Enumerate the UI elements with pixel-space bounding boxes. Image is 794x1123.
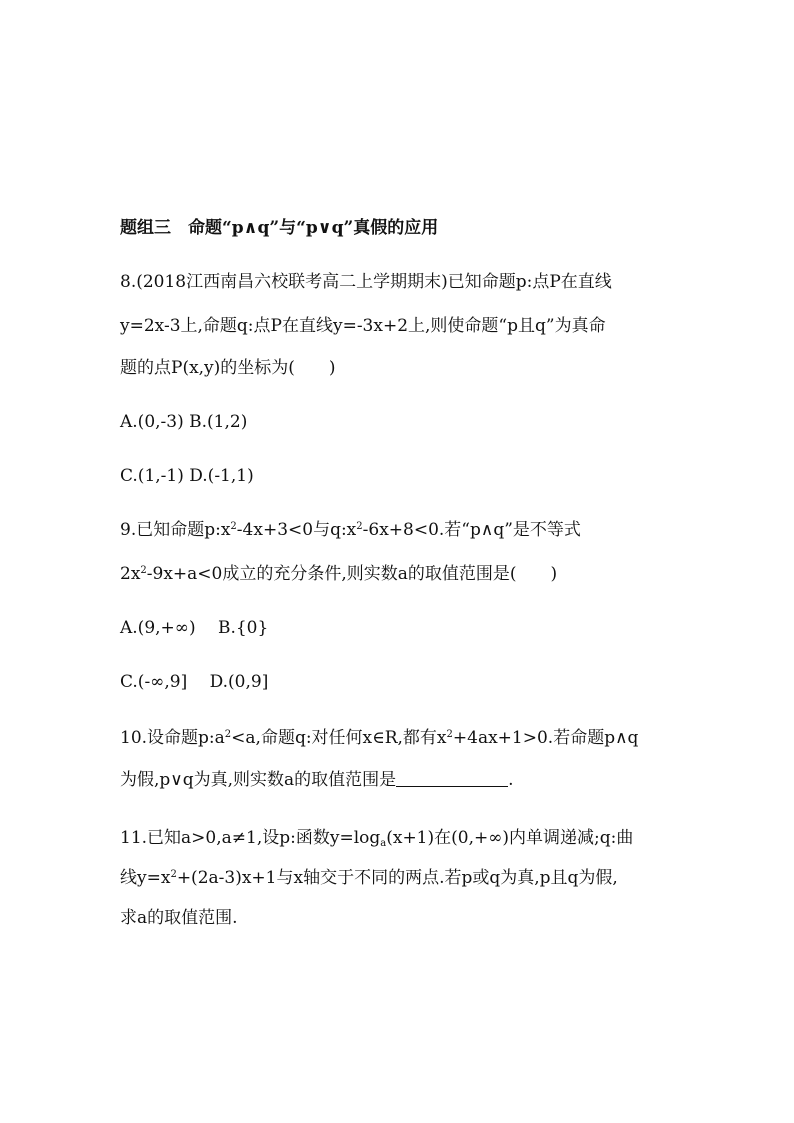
q9-options-ab: A.(9,+∞) B.{0} <box>120 618 269 638</box>
q9-options-cd: C.(-∞,9] D.(0,9] <box>120 672 269 692</box>
q10-text-b: <a,命题q:对任何x∈R,都有x <box>231 728 447 748</box>
q10-text-e: . <box>508 770 514 790</box>
section-heading: 题组三 命题“p∧q”与“p∨q”真假的应用 <box>120 218 439 238</box>
q9-text-e: -9x+a<0成立的充分条件,则实数a的取值范围是( ) <box>146 564 558 584</box>
q11-exp-1: 2 <box>170 869 177 880</box>
q10-line-2 <box>120 768 514 792</box>
q8-options-cd: C.(1,-1) D.(-1,1) <box>120 466 254 486</box>
q11-text-c: 线y=x <box>120 868 171 888</box>
q8-line-2: y=2x-3上,命题q:点P在直线y=-3x+2上,则使命题“p且q”为真命 <box>120 316 606 336</box>
q10-exp-1: 2 <box>224 729 232 740</box>
q10-line-1 <box>120 726 638 750</box>
q8-options-ab: A.(0,-3) B.(1,2) <box>120 412 248 432</box>
q9-text-b: -4x+3<0与q:x <box>236 520 357 540</box>
q11-line-2 <box>120 866 618 890</box>
q11-text-d: +(2a-3)x+1与x轴交于不同的两点.若p或q为真,p且q为假, <box>176 868 618 888</box>
q10-text-d: 为假,p∨q为真,则实数a的取值范围是 <box>120 770 397 790</box>
q8-line-3: 题的点P(x,y)的坐标为( ) <box>120 358 336 378</box>
q9-line-1 <box>120 518 581 542</box>
q9-exp-2: 2 <box>356 521 363 532</box>
q10-exp-2: 2 <box>446 729 453 740</box>
q9-line-2 <box>120 562 557 586</box>
q9-text-a: 9.已知命题p:x <box>120 520 231 540</box>
q9-exp-3: 2 <box>140 565 147 576</box>
answer-blank[interactable] <box>396 770 508 787</box>
q11-line-1 <box>120 826 633 850</box>
q11-text-a: 11.已知a>0,a≠1,设p:函数y=log <box>120 828 381 848</box>
q10-text-a: 10.设命题p:a <box>120 728 225 748</box>
q10-text-c: +4ax+1>0.若命题p∧q <box>452 728 639 748</box>
q11-text-b: (x+1)在(0,+∞)内单调递减;q:曲 <box>386 828 634 848</box>
q11-line-3: 求a的取值范围. <box>120 908 238 928</box>
q11-log-base: a <box>380 838 387 849</box>
q9-text-d: 2x <box>120 564 141 584</box>
q9-text-c: -6x+8<0.若“p∧q”是不等式 <box>362 520 581 540</box>
q9-exp-1: 2 <box>230 521 237 532</box>
q8-line-1: 8.(2018江西南昌六校联考高二上学期期末)已知命题p:点P在直线 <box>120 272 612 292</box>
